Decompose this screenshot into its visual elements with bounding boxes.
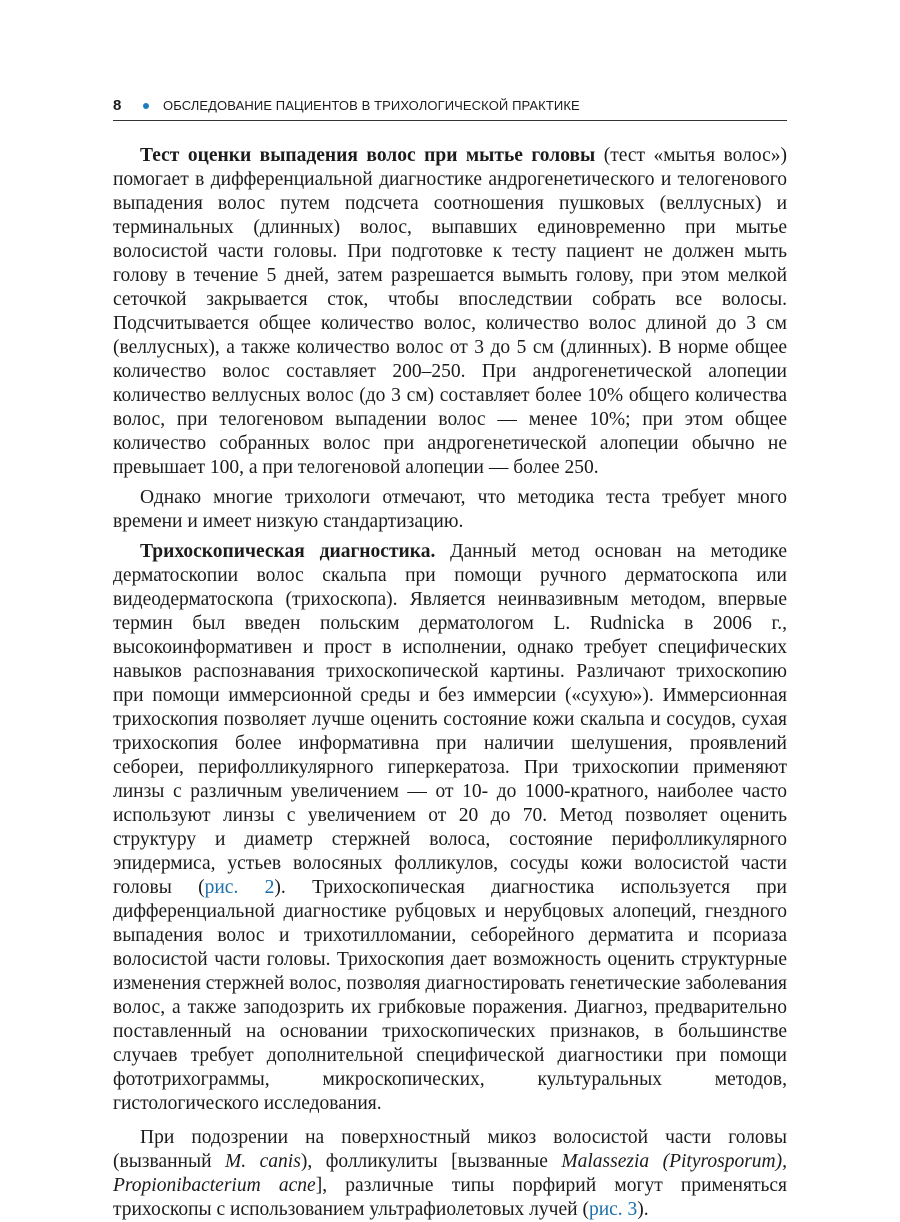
paragraph-limitations (113, 486, 787, 534)
paragraph-text: ], различные типы порфирий могут применяться трихоскопы с использованием ультрафиолетовых лучей ( (113, 1175, 787, 1220)
paragraph-uv-trichoscopy (113, 1126, 787, 1222)
running-header (113, 96, 787, 121)
paragraph-text: ), фолликулиты [вызванные (300, 1151, 562, 1172)
paragraph-text: (тест «мытья волос») помогает в дифференциальной диагностике андрогенетического и телогенового выпадения волос путем подсчета соотношения пушковых (веллусных) и терминальных (длинных) волос, выпавших единовременно при мытье волосистой части головы. При подготовке к тесту пациент не должен мыть голову в течение 5 дней, затем разрешается вымыть голову, при этом мелкой сеточкой закрывается сток, чтобы впоследствии собрать все волосы. Подсчитывается общее количество волос, количество волос длиной до 3 см (веллусных), а также количество волос от 3 до 5 см (длинных). В норме общее количество волос составляет 200–250. При андрогенетической алопеции количество веллусных волос (до 3 см) составляет более 10% общего количества волос, при телогеновом выпадении волос — менее 10%; при этом общее количество собранных волос при андрогенетической алопеции обычно не превышает 100, а при телогеновой алопеции — более 250. (113, 145, 787, 478)
species-name: Malassezia (Pityrosporum), Propionibacterium acne (113, 1151, 788, 1196)
running-title: ОБСЛЕДОВАНИЕ ПАЦИЕНТОВ В ТРИХОЛОГИЧЕСКОЙ ПРАКТИКЕ (163, 98, 580, 113)
figure-ref-2[interactable]: рис. 2 (204, 877, 275, 898)
paragraph-text: ). Трихоскопическая диагностика используется при дифференциальной диагностике рубцовых и нерубцовых алопеций, гнездного выпадения волос и трихотилломании, себорейного дерматита и псориаза волосистой части головы. Трихоскопия дает возможность оценить структурные изменения стержней волос, позволяя диагностировать генетические заболевания волос, а также заподозрить их грибковые поражения. Диагноз, предварительно поставленный на основании трихоскопических признаков, в большинстве случаев требует дополнительной специфической диагностики при помощи фототрихограммы, микроскопических, культуральных методов, гистологического исследования. (113, 877, 787, 1114)
species-name: M. canis (225, 1151, 301, 1172)
paragraph-text: Однако многие трихологи отмечают, что методика теста требует много времени и имеет низкую стандартизацию. (113, 487, 787, 532)
paragraph-text: Данный метод основан на методике дерматоскопии волос скальпа при помощи ручного дерматоскопа или видеодерматоскопа (трихоскопа). Является неинвазивным методом, впервые термин был введен польским дерматологом L. Rudnicka в 2006 г., высокоинформативен и прост в исполнении, однако требует специфических навыков распознавания трихоскопической картины. Различают трихоскопию при помощи иммерсионной среды и без иммерсии («сухую»). Иммерсионная трихоскопия позволяет лучше оценить состояние кожи скальпа и сосудов, сухая трихоскопия более информативна при наличии шелушения, проявлений себореи, перифолликулярного гиперкератоза. При трихоскопии применяют линзы с различным увеличением — от 10- до 1000-кратного, наиболее часто используют линзы с увеличением от 20 до 70. Метод позволяет оценить структуру и диаметр стержней волоса, состояние перифолликулярного эпидермиса, устьев волосяных фолликулов, сосуды кожи волосистой части головы ( (113, 541, 788, 898)
paragraph-text: ). (637, 1199, 649, 1220)
term-wash-test: Тест оценки выпадения волос при мытье головы (140, 145, 596, 166)
paragraph-trichoscopy (113, 540, 787, 1116)
paragraph-text: При подозрении на поверхностный микоз волосистой части головы (вызванный (113, 1127, 787, 1172)
page-number: 8 (113, 97, 122, 114)
bullet-dot-icon (143, 103, 149, 109)
page-body (113, 144, 787, 1222)
term-trichoscopy: Трихоскопическая диагностика. (140, 541, 436, 562)
figure-ref-3[interactable]: рис. 3 (588, 1199, 638, 1220)
paragraph-wash-test (113, 144, 787, 480)
